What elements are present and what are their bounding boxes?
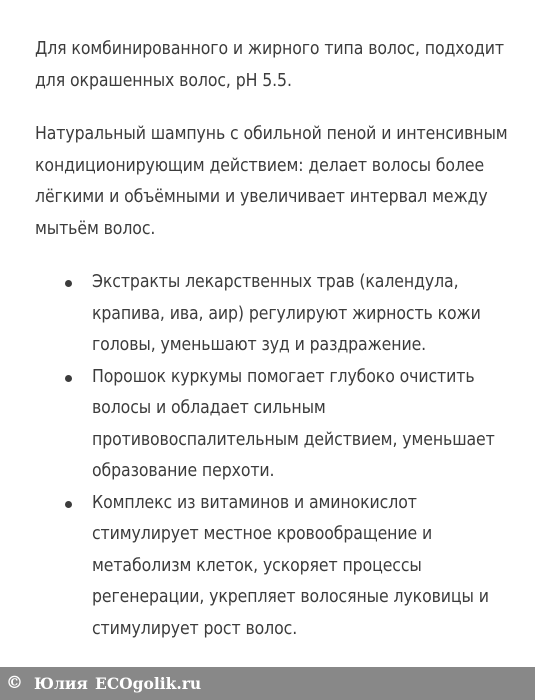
copyright-icon: © <box>6 673 23 693</box>
list-item-text: Экстракты лекарственных трав (календула, крапива, ива, аир) регулируют жирность кожи головы, уменьшают зуд и раздражение. <box>92 272 481 355</box>
watermark-site: ECOgolik.ru <box>95 674 202 693</box>
list-item <box>35 267 515 362</box>
list-item-text: Комплекс из витаминов и аминокислот стимулирует местное кровообращение и метаболизм клеток, ускоряет процессы регенерации, укрепляет волосяные луковицы и стимулирует рост волос. <box>92 492 489 639</box>
watermark-author: Юлия <box>34 674 88 693</box>
bullet-icon <box>65 280 72 287</box>
watermark-bar <box>0 667 535 700</box>
benefits-list <box>35 267 515 645</box>
list-item <box>35 488 515 646</box>
bullet-icon <box>65 501 72 508</box>
paragraph-hair-type: Для комбинированного и жирного типа волос, подходит для окрашенных волос, pH 5.5. <box>35 39 504 91</box>
bullet-icon <box>65 375 72 382</box>
list-item-text: Порошок куркумы помогает глубоко очистить волосы и обладает сильным противовоспалительным действием, уменьшает образование перхоти. <box>92 366 495 481</box>
article-body <box>35 34 515 645</box>
list-item <box>35 362 515 488</box>
paragraph-description: Натуральный шампунь с обильной пеной и интенсивным кондиционирующим действием: делает волосы более лёгкими и объёмными и увеличивает интервал между мытьём волос. <box>35 124 508 239</box>
